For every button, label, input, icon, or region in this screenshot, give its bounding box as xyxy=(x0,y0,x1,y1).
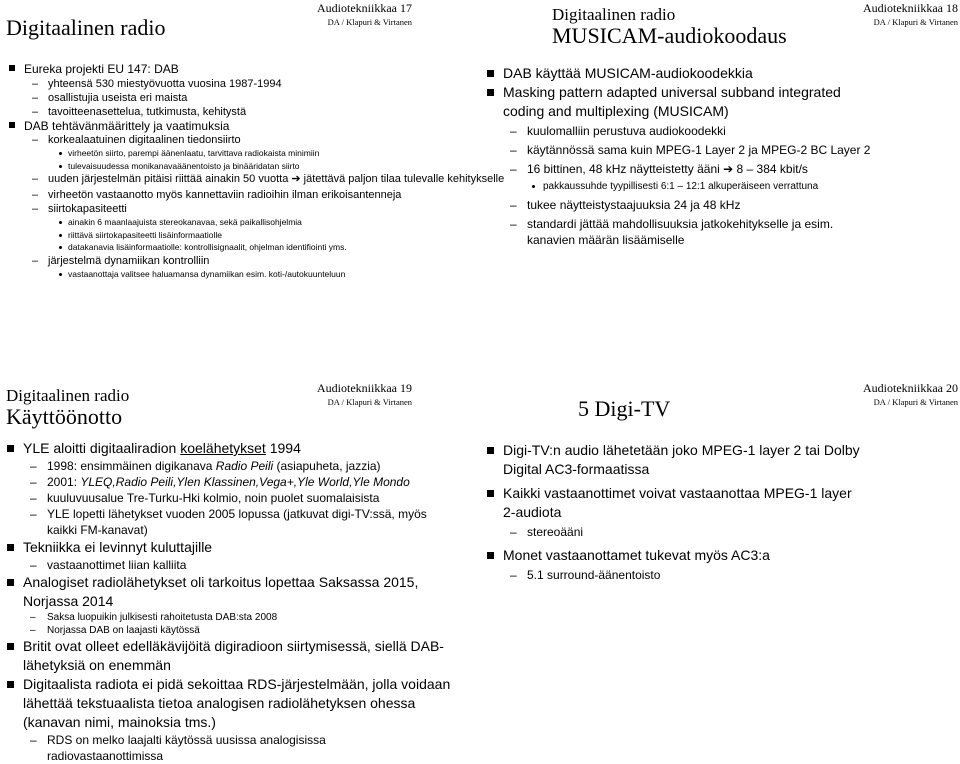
course-label: Audiotekniikkaa 18 xyxy=(863,1,958,15)
list-item: – 2001: YLEQ,Radio Peili,Ylen Klassinen,Vega+,Yle World,Yle Mondo xyxy=(30,475,410,489)
slide-title: 5 Digi-TV xyxy=(578,396,671,421)
list-item-continued: radiovastaanottimissa xyxy=(47,749,164,763)
list-item: YLE aloitti digitaaliradion koelähetykset 1994 xyxy=(0,439,480,458)
slide-title: Digitaalinen radio xyxy=(6,15,166,40)
list-item: Digi-TV:n audio lähetetään joko MPEG-1 layer 2 tai Dolby xyxy=(480,441,960,460)
list-item: vastaanottaja valitsee haluamansa dynamiikan esim. koti-/autokuunteluun xyxy=(0,268,480,281)
slide-subtitle: Käyttöönotto xyxy=(6,404,123,429)
list-item: tulevaisuudessa monikanavaäänentoisto ja binääridatan siirto xyxy=(0,160,480,173)
course-label: Audiotekniikkaa 17 xyxy=(317,1,412,15)
list-item: – uuden järjestelmän pitäisi riittää ainakin 50 vuotta ➔ jätettävä paljon tilaa tulevalle kehitykselle xyxy=(32,173,505,185)
list-item: – kuulomalliin perustuva audiokoodekki xyxy=(510,124,726,138)
list-item: – osallistujia useista eri maista xyxy=(32,91,188,104)
list-item: – järjestelmä dynamiikan kontrolliin xyxy=(32,254,210,267)
slide-18 xyxy=(480,0,960,343)
list-item: – käytännössä sama kuin MPEG-1 Layer 2 ja MPEG-2 BC Layer 2 xyxy=(510,143,871,157)
authors-label: DA / Klapuri & Virtanen xyxy=(873,397,958,407)
list-item: – tukee näytteistystaajuuksia 24 ja 48 kHz xyxy=(510,198,741,212)
list-item-continued: kanavien määrän lisäämiselle xyxy=(527,233,685,247)
slide-title: Digitaalinen radio xyxy=(552,5,676,24)
list-item-continued: lähetyksiä on enemmän xyxy=(23,657,171,673)
list-item: – 16 bittinen, 48 kHz näytteistetty ääni ➔ 8 – 384 kbit/s xyxy=(510,162,808,176)
list-item: – RDS on melko laajalti käytössä uusissa analogisissa xyxy=(30,733,326,747)
list-item-continued: lähettää tekstuaalista tietoa analogisen radiolähetyksen ohessa xyxy=(23,695,416,711)
list-item: Analogiset radiolähetykset oli tarkoitus lopettaa Saksassa 2015, xyxy=(0,573,480,592)
list-item: pakkaussuhde tyypillisesti 6:1 – 12:1 alkuperäiseen verrattuna xyxy=(480,180,960,194)
list-item: Kaikki vastaanottimet voivat vastaanottaa MPEG-1 layer xyxy=(480,484,960,503)
list-item: Masking pattern adapted universal subband integrated xyxy=(480,83,960,102)
list-item: – Saksa luopuikin julkisesti rahoitetusta DAB:sta 2008 xyxy=(30,612,278,623)
list-item: – korkealaatuinen digitaalinen tiedonsiirto xyxy=(32,134,241,146)
list-item: – kuuluvuusalue Tre-Turku-Hki kolmio, noin puolet suomalaisista xyxy=(30,491,380,505)
list-item: Monet vastaanottamet tukevat myös AC3:a xyxy=(480,546,960,565)
list-item: – siirtokapasiteetti xyxy=(32,203,127,215)
list-item: riittävä siirtokapasiteetti lisäinformaatiolle xyxy=(0,229,480,242)
list-item: ainakin 6 maanlaajuista stereokanavaa, sekä paikallisohjelmia xyxy=(0,216,480,229)
slide-body xyxy=(0,439,480,764)
arrow-right-icon: ➔ xyxy=(291,173,301,185)
list-item: – 1998: ensimmäinen digikanava Radio Peili (asiapuheta, jazzia) xyxy=(30,459,381,473)
list-item: – vastaanottimet liian kalliita xyxy=(30,558,187,572)
slide-19 xyxy=(0,343,480,763)
list-item: – standardi jättää mahdollisuuksia jatkokehitykselle ja esim. xyxy=(510,217,834,231)
list-item: Digitaalista radiota ei pidä sekoittaa RDS-järjestelmään, jolla voidaan xyxy=(0,675,480,694)
list-item-continued: coding and multiplexing (MUSICAM) xyxy=(503,103,729,119)
list-item: – yhteensä 530 miestyövuotta vuosina 1987-1994 xyxy=(32,77,282,90)
slide-20 xyxy=(480,343,960,686)
authors-label: DA / Klapuri & Virtanen xyxy=(327,17,412,27)
slide-body xyxy=(0,62,505,280)
authors-label: DA / Klapuri & Virtanen xyxy=(873,17,958,27)
course-label: Audiotekniikkaa 19 xyxy=(317,381,412,395)
slide-body xyxy=(480,64,960,248)
list-item: – virheetön vastaanotto myös kannettaviin radioihin ilman erikoisantenneja xyxy=(32,189,402,201)
list-item: – Norjassa DAB on laajasti käytössä xyxy=(30,625,200,636)
arrow-right-icon: ➔ xyxy=(723,162,734,176)
list-item: datakanavia lisäinformaatiolle: kontrollisignaalit, ohjelman identifiointi yms. xyxy=(0,241,480,254)
list-item-continued: Norjassa 2014 xyxy=(23,593,114,609)
list-item: Tekniikka ei levinnyt kuluttajille xyxy=(0,538,480,557)
list-item-continued: 2-audiota xyxy=(503,504,562,520)
list-item: DAB tehtävänmäärittely ja vaatimuksia xyxy=(0,119,480,134)
list-item: – YLE lopetti lähetykset vuoden 2005 lopussa (jatkuvat digi-TV:ssä, myös xyxy=(30,507,427,521)
list-item-continued: Digital AC3-formaatissa xyxy=(503,461,650,477)
course-label: Audiotekniikkaa 20 xyxy=(863,381,958,395)
list-item: virheetön siirto, parempi äänenlaatu, tarvittava radiokaista minimiin xyxy=(0,147,480,160)
list-item: – tavoitteenasettelua, tutkimusta, kehitystä xyxy=(32,105,247,118)
list-item: DAB käyttää MUSICAM-audiokoodekkia xyxy=(480,64,960,83)
list-item-continued: (kanavan nimi, mainoksia tms.) xyxy=(23,714,216,730)
slide-body xyxy=(480,441,960,583)
slide-subtitle: MUSICAM-audiokoodaus xyxy=(552,23,787,48)
list-item: – 5.1 surround-äänentoisto xyxy=(510,568,661,582)
slide-17 xyxy=(0,0,505,343)
list-item: – stereoääni xyxy=(510,525,584,539)
list-item-continued: kaikki FM-kanavat) xyxy=(47,523,148,537)
authors-label: DA / Klapuri & Virtanen xyxy=(327,397,412,407)
slide-title: Digitaalinen radio xyxy=(6,386,130,405)
list-item: Eureka projekti EU 147: DAB xyxy=(0,62,480,77)
list-item: Britit ovat olleet edelläkävijöitä digiradioon siirtymisessä, siellä DAB- xyxy=(0,637,480,656)
